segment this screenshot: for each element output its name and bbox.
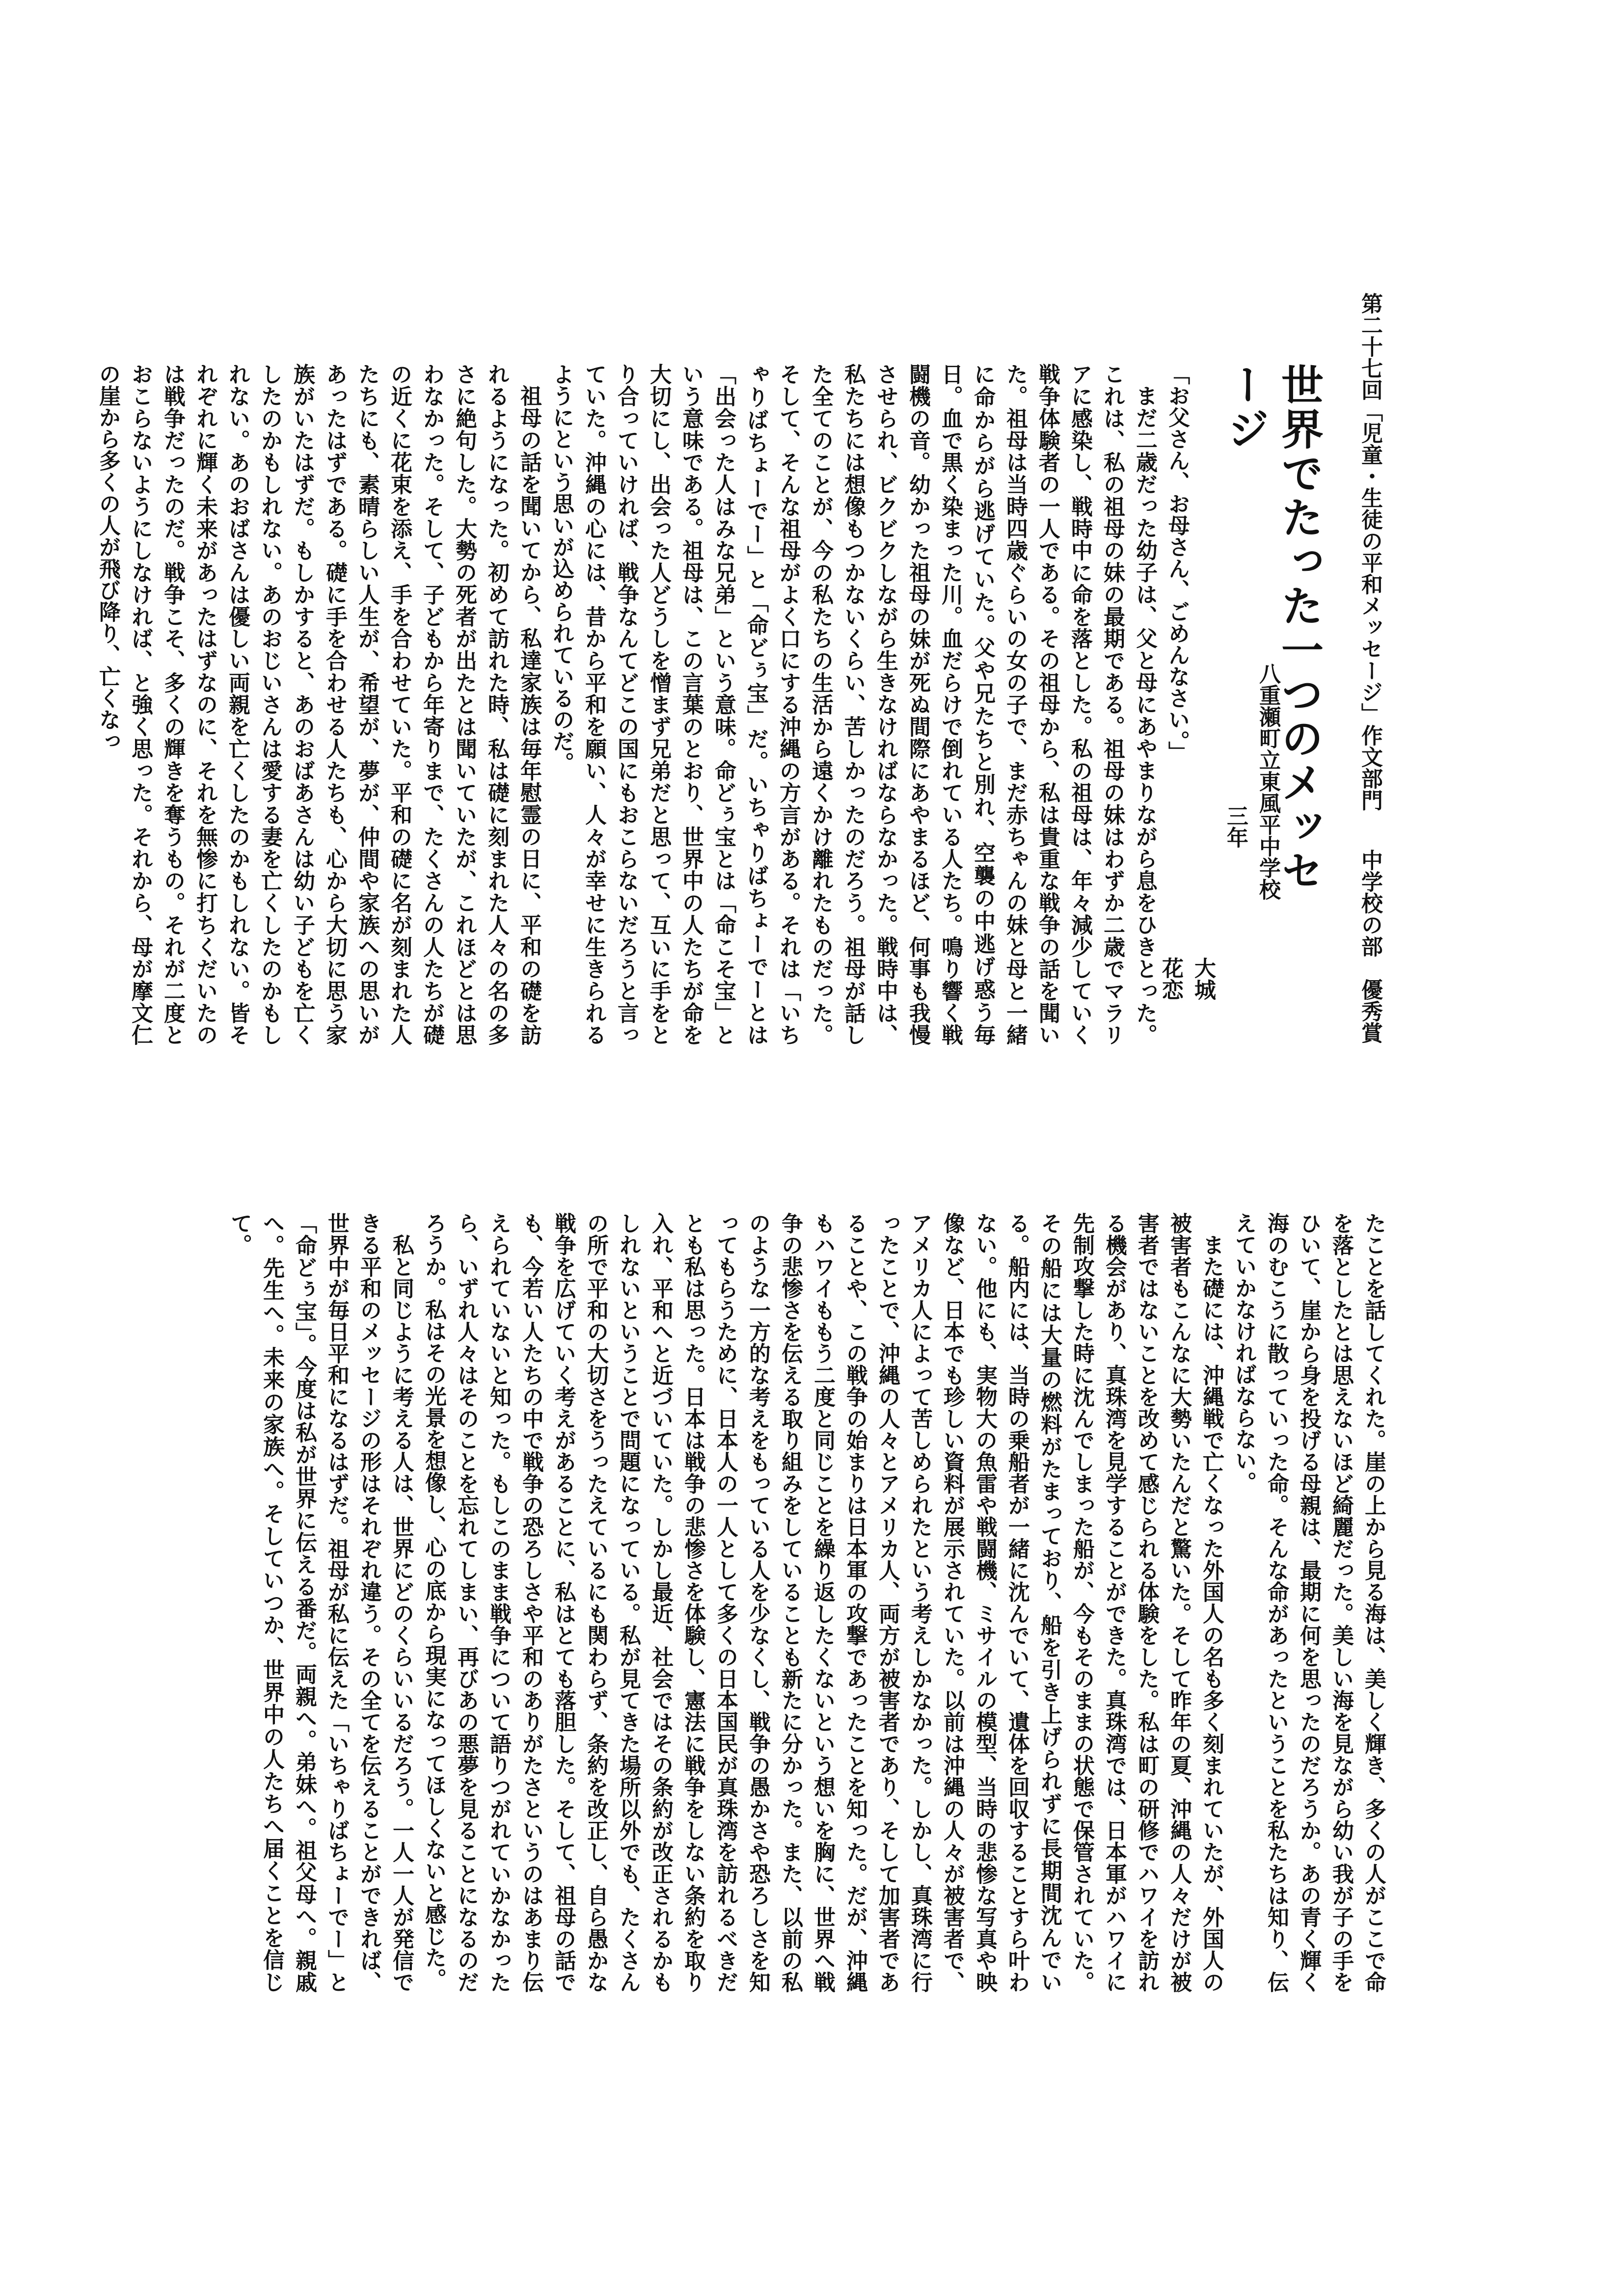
author-name: 大城 花恋 <box>1158 957 1216 1022</box>
essay-paragraph: 「お父さん、お母さん、ごめんなさい。」 <box>1164 363 1190 763</box>
essay-body-upper <box>95 363 1193 1046</box>
author-grade: 三年 <box>1223 805 1248 848</box>
award-category: 中学校の部 優秀賞 <box>1357 849 1382 1043</box>
award-heading <box>1348 293 1387 1043</box>
page-title: 世界でたった一つのメッセージ <box>1220 363 1324 893</box>
essay-paragraph: 祖母の話を聞いてから、私達家族は毎年慰霊の日に、平和の礎を訪れるようになった。初めて訪れた時、私は礎に刻まれた人々の名の多さに絶句した。大勢の死者が出たとは聞いていたが、これほどとは思わなかった。そして、子どもから年寄りまで、たくさんの人たちが礎の近くに花束を添え、手を合わせていた。平和の礎に名が刻まれた人たちにも、素晴らしい人生が、希望が、夢が、仲間や家族への思いがあったはずである。礎に手を合わせる人たちも、心から大切に思う家族がいたはずだ。もしかすると、あのおばあさんは幼い子どもを亡くしたのかもしれない。あのおじいさんは愛する妻を亡くしたのかもしれない。あのおばさんは優しい両親を亡くしたのかもしれない。皆それぞれに輝く未来があったはずなのに、それを無惨に打ちくだいたのは戦争だったのだ。戦争こそ、多くの輝きを奪うもの。それが二度とおこらないようにしなければ、と強く思った。それから、母が摩文仁の崖から多くの人が飛び降り、亡くなっ <box>95 363 541 1046</box>
essay-paragraph: また礎には、沖縄戦で亡くなった外国人の名も多く刻まれていたが、外国人の被害者もこんなに大勢いたんだと驚いた。そして昨年の夏、沖縄の人々だけが被害者ではないことを改めて感じられる体験をした。私は町の研修でハワイを訪れる機会があり、真珠湾を見学することができた。真珠湾では、日本軍がハワイに先制攻撃した時に沈んでしまった船が、今もそのままの状態で保管されていた。その船には大量の燃料がたまっており、船を引き上げられずに長期間沈んでいる。船内には、当時の乗船者が一緒に沈んでいて、遺体を回収することすら叶わない。他にも、実物大の魚雷や戦闘機、ミサイルの模型、当時の悲惨な写真や映像など、日本でも珍しい資料が展示されていた。以前は沖縄の人々が被害者で、アメリカ人によって苦しめられたという考えしかなかった。しかし、真珠湾に行ったことで、沖縄の人々とアメリカ人、両方が被害者であり、そして加害者であることや、この戦争の始まりは日本軍の攻撃であったことを知った。だが、沖縄もハワイももう二度と同じことを繰り返したくないという想いを胸に、世界へ戦争の悲惨さを伝える取り組みをしていることも新たに分かった。また、以前の私のような一方的な考えをもっている人を少なくし、戦争の愚かさや恐ろしさを知ってもらうために、日本人の一人として多くの日本国民が真珠湾を訪れるべきだとも私は思った。日本は戦争の悲惨さを体験し、憲法に戦争をしない条約を取り入れ、平和へと近づいていた。しかし最近、社会ではその条約が改正されるかもしれないということで問題になっている。私が見てきた場所以外でも、たくさんの所で平和の大切さをうったえているにも関わらず、条約を改正し、自ら愚かな戦争を広げていく考えがあることに、私はとても落胆した。そして、祖母の話でも、今若い人たちの中で戦争の恐ろしさや平和のありがたさというのはあまり伝えられていないと知った。もしこのまま戦争について語りつがれていかなかったら、いずれ人々はそのことを忘れてしまい、再びあの悪夢を見ることになるのだろうか。私はその光景を想像し、心の底から現実になってほしくないと感じた。 <box>421 1212 1224 1993</box>
essay-paragraph: まだ二歳だった幼子は、父と母にあやまりながら息をひきとった。これは、私の祖母の妹の最期である。祖母の妹はわずか二歳でマラリアに感染し、戦時中に命を落とした。私の祖母は、年々減少していく戦争体験者の一人である。その祖母から、私は貴重な戦争の話を聞いた。祖母は当時四歳ぐらいの女の子で、まだ赤ちゃんの妹と母と一緒に命からがら逃げていた。父や兄たちと別れ、空襲の中逃げ惑う毎日。血で黒く染まった川。血だらけで倒れている人たち。鳴り響く戦闘機の音。幼かった祖母の妹が死ぬ間際にあやまるほど、何事も我慢させられ、ビクビクしながら生きなければならなかった。戦時中は、私たちには想像もつかないくらい、苦しかったのだろう。祖母が話した全てのことが、今の私たちの生活から遠くかけ離れたものだった。そして、そんな祖母がよく口にする沖縄の方言がある。それは「いちゃりばちょーでー」と「命どぅ宝」だ。いちゃりばちょーでーとは「出会った人はみな兄弟」という意味。命どぅ宝とは「命こそ宝」という意味である。祖母は、この言葉のとおり、世界中の人たちが命を大切にし、出会った人どうしを憎まず兄弟だと思って、互いに手をとり合っていければ、戦争なんてどこの国にもおこらないだろうと言っていた。沖縄の心には、昔から平和を願い、人々が幸せに生きられるようにという思いが込められているのだ。 <box>549 363 1157 1046</box>
award-contest-name: 第二十七回「児童・生徒の平和メッセージ」作文部門 <box>1357 293 1382 811</box>
essay-paragraph: 私と同じように考える人は、世界にどのくらいいるだろう。一人一人が発信できる平和のメッセージの形はそれぞれ違う。その全てを伝えることができれば、世界中が毎日平和になるはずだ。祖母が私に伝えた「いちゃりばちょーでー」と「命どぅ宝」。今度は私が世界に伝える番だ。両親へ。弟妹へ。祖父母へ。親戚へ。先生へ。未来の家族へ。そしていつか、世界中の人たちへ届くことを信じて。 <box>227 1212 414 1993</box>
essay-paragraph: たことを話してくれた。崖の上から見る海は、美しく輝き、多くの人がここで命を落としたとは思えないほど綺麗だった。美しい海を見ながら幼い我が子の手をひいて、崖から身を投げる母親は、最期に何を思ったのだろうか。あの青く輝く海のむこうに散っていった命。そんな命があったということを私たちは知り、伝えていかなければならない。 <box>1231 1212 1386 1993</box>
school-name: 八重瀬町立東風平中学校 <box>1255 663 1280 900</box>
essay-body-lower <box>227 1212 1389 1993</box>
author-info <box>1158 663 1284 1022</box>
